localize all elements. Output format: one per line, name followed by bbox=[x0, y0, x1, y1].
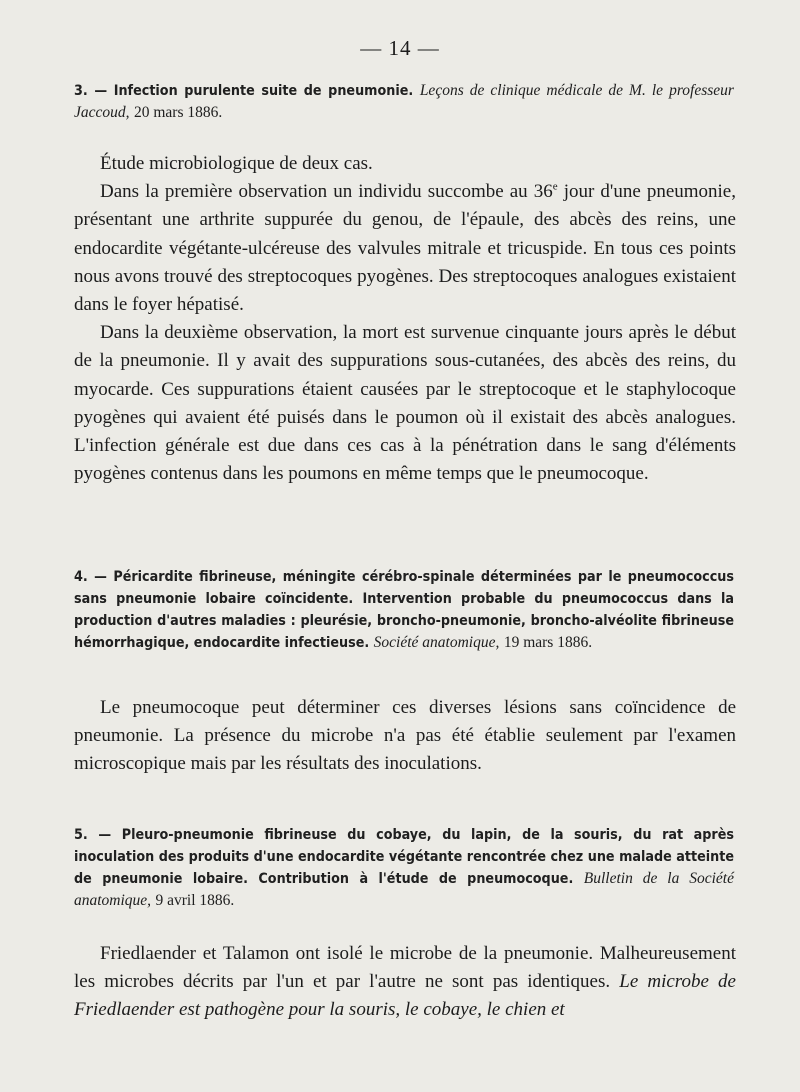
reference-date: 9 avril 1886. bbox=[155, 892, 235, 909]
reference-4 bbox=[74, 566, 734, 654]
reference-source: Société anatomique, bbox=[373, 634, 500, 651]
reference-title: Péricardite fibrineuse, méningite cérébro-spinale déterminées par le pneumococcus sans pneumonie lobaire coïncidente. Intervention probable du pneumococcus dans la production d'autres maladies : pleurésie, broncho-pneumonie, broncho-alvéolite fibrineuse hémorrhagique, endocardite infectieuse. bbox=[74, 569, 734, 651]
reference-title: Infection purulente suite de pneumonie. bbox=[113, 83, 414, 99]
section-5-text bbox=[74, 940, 736, 1025]
reference-source: Leçons de clinique médicale de M. le professeur Jaccoud, bbox=[74, 82, 734, 121]
reference-number: 3. — bbox=[74, 83, 108, 99]
section-4-text bbox=[74, 694, 736, 779]
page-number: — 14 — bbox=[360, 36, 440, 60]
section-3-text bbox=[74, 150, 736, 488]
paragraph: Dans la première observation un individu succombe au 36e jour d'une pneumonie, présentant une arthrite suppurée du genou, de l'épaule, des abcès des reins, une endocardite végétante-ulcéreuse des valvules mitrale et tricuspide. En tous ces points nous avons trouvé des streptocoques pyogènes. Des streptocoques analogues existaient dans le foyer hépatisé. bbox=[74, 180, 736, 316]
reference-5 bbox=[74, 824, 734, 912]
reference-number: 5. — bbox=[74, 827, 112, 843]
reference-date: 19 mars 1886. bbox=[503, 634, 593, 651]
reference-source: Bulletin de la Société anatomique, bbox=[74, 870, 734, 909]
reference-number: 4. — bbox=[74, 569, 107, 585]
reference-title: Pleuro-pneumonie fibrineuse du cobaye, du lapin, de la souris, du rat après inoculation des produits d'une endocardite végétante rencontrée chez une malade atteinte de pneumonie lobaire. Contribution à l'étude de pneumocoque. bbox=[74, 827, 734, 887]
paragraph: Friedlaender et Talamon ont isolé le microbe de la pneumonie. Malheureusement les microbes décrits par l'un et par l'autre ne sont pas identiques. Le microbe de Friedlaender est pathogène pour la souris, le cobaye, le chien et bbox=[74, 943, 736, 1021]
paragraph: Dans la deuxième observation, la mort est survenue cinquante jours après le début de la pneumonie. Il y avait des suppurations sous-cutanées, des abcès des reins, du myocarde. Ces suppurations étaient causées par le streptocoque et le staphylocoque pyogènes qui avaient été puisés dans le poumon où il existait des abcès analogues. L'infection générale est due dans ces cas à la pénétration dans le sang d'éléments pyogènes contenus dans les poumons en même temps que le pneumocoque. bbox=[74, 322, 736, 485]
reference-date: 20 mars 1886. bbox=[133, 104, 223, 121]
paragraph: Le pneumocoque peut déterminer ces diverses lésions sans coïncidence de pneumonie. La présence du microbe n'a pas été établie seulement par l'examen microscopique mais par les résultats des inoculations. bbox=[74, 697, 736, 775]
paragraph: Étude microbiologique de deux cas. bbox=[100, 153, 373, 174]
reference-3 bbox=[74, 80, 734, 124]
